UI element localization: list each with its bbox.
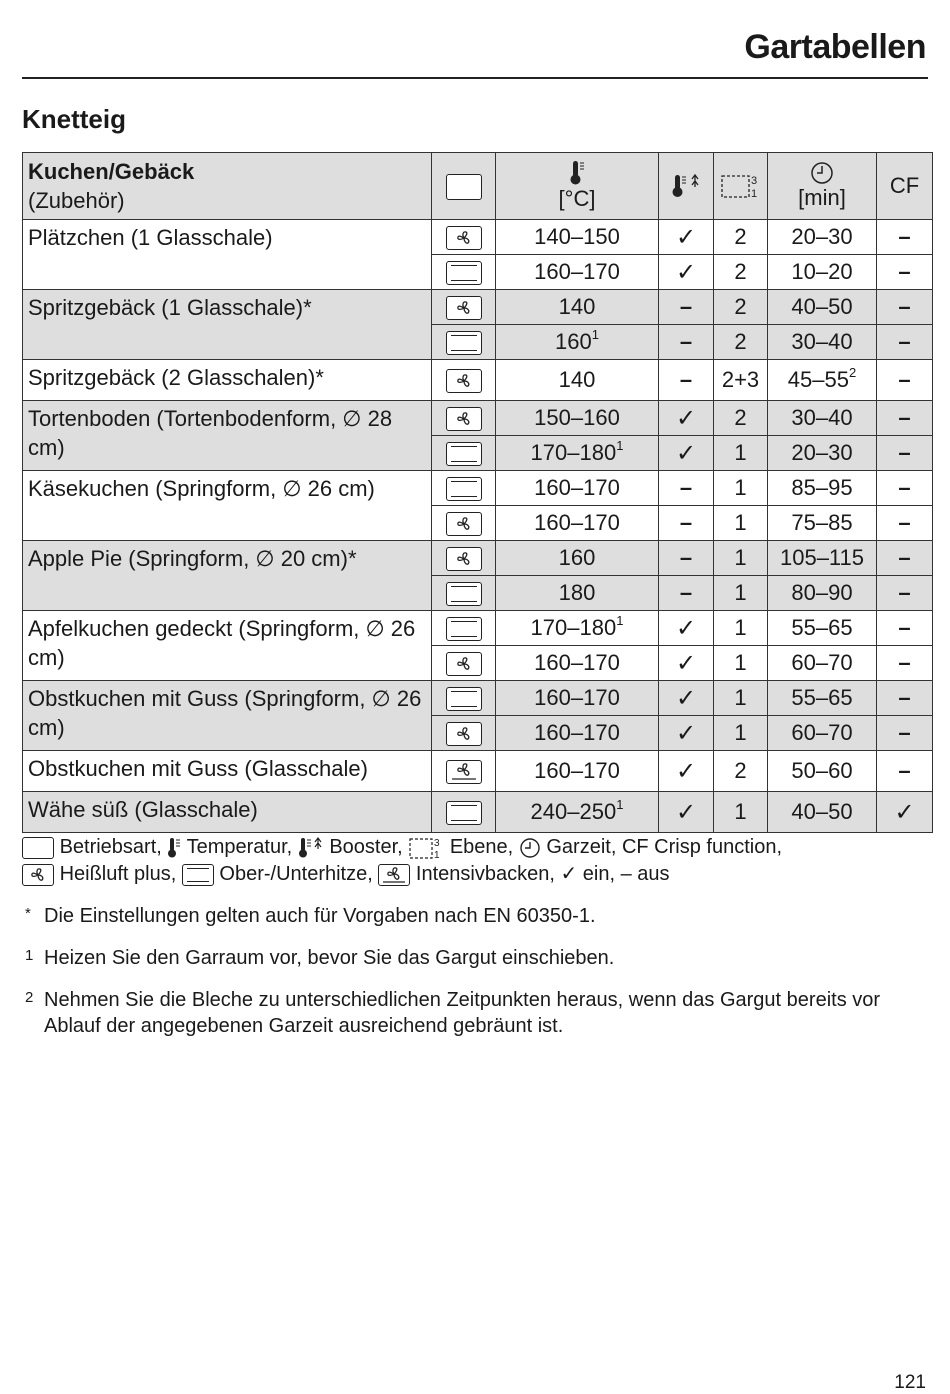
- temperature-cell: [496, 506, 659, 541]
- level-cell: [714, 611, 768, 646]
- temperature-value: 140: [558, 294, 596, 319]
- cf-value: –: [898, 758, 911, 783]
- time-cell: [768, 471, 877, 506]
- fan-plus-icon: [446, 722, 482, 746]
- temperature-cell: [496, 792, 659, 833]
- level-cell: [714, 325, 768, 360]
- legend-time: Garzeit,: [546, 836, 617, 858]
- legend: [22, 834, 922, 888]
- booster-cell: [659, 576, 714, 611]
- level-cell: [714, 290, 768, 325]
- level-cell: [714, 401, 768, 436]
- svg-text:3: 3: [434, 837, 440, 849]
- legend-mode: Betriebsart,: [59, 836, 162, 858]
- level-value: 1: [734, 650, 747, 675]
- legend-booster: Booster,: [329, 836, 403, 858]
- header-temp-unit: [°C]: [558, 186, 596, 211]
- booster-value: ✓: [675, 614, 697, 642]
- clock-icon: [519, 837, 541, 859]
- temperature-value: 160–170: [534, 758, 620, 783]
- cf-value: –: [898, 367, 911, 392]
- cf-value: –: [898, 475, 911, 500]
- time-cell: [768, 506, 877, 541]
- time-cell: [768, 541, 877, 576]
- temperature-cell: [496, 716, 659, 751]
- level-cell: [714, 255, 768, 290]
- temperature-cell: [496, 255, 659, 290]
- booster-cell: [659, 716, 714, 751]
- top-bottom-heat-icon: [446, 687, 482, 711]
- top-bottom-heat-icon: [446, 442, 482, 466]
- cf-cell: [877, 611, 933, 646]
- mode-box-icon: [446, 174, 482, 200]
- mode-cell: [432, 611, 496, 646]
- cf-value: –: [898, 224, 911, 249]
- booster-value: –: [679, 367, 693, 392]
- svg-text:3: 3: [750, 175, 757, 187]
- top-bottom-heat-icon: [446, 617, 482, 641]
- time-value: 45–55: [787, 367, 849, 392]
- cf-cell: [877, 576, 933, 611]
- table-header-row: [23, 153, 933, 220]
- header-time-unit: [min]: [798, 185, 846, 210]
- temperature-value: 160–170: [534, 720, 620, 745]
- temperature-cell: [496, 290, 659, 325]
- cf-value: –: [898, 615, 911, 640]
- level-value: 2: [734, 329, 747, 354]
- level-cell: [714, 436, 768, 471]
- time-value: 60–70: [791, 720, 853, 745]
- mode-cell: [432, 646, 496, 681]
- footnote-text: Die Einstellungen gelten auch für Vorgaben nach EN 60350-1.: [44, 905, 596, 927]
- header-temperature: [496, 153, 659, 220]
- time-value: 60–70: [791, 650, 853, 675]
- time-value: 30–40: [791, 329, 853, 354]
- footnote-ref: 2: [848, 365, 857, 380]
- footnote-ref: 1: [616, 797, 624, 812]
- cf-value: –: [898, 650, 911, 675]
- cf-cell: [877, 255, 933, 290]
- time-value: 75–85: [791, 510, 853, 535]
- time-cell: [768, 360, 877, 401]
- fan-plus-icon: [446, 407, 482, 431]
- fan-plus-icon: [446, 512, 482, 536]
- cf-value: –: [898, 685, 911, 710]
- level-cell: [714, 576, 768, 611]
- temperature-cell: [496, 611, 659, 646]
- temperature-cell: [496, 360, 659, 401]
- booster-value: ✓: [675, 223, 697, 251]
- temperature-value: 160–170: [534, 259, 620, 284]
- footnote: [22, 903, 922, 929]
- footnote-marker: 2: [25, 989, 34, 1006]
- table-row: [23, 751, 933, 792]
- time-value: 50–60: [791, 758, 853, 783]
- time-value: 20–30: [791, 224, 853, 249]
- booster-cell: [659, 751, 714, 792]
- fan-plus-icon: [446, 652, 482, 676]
- footnote-marker: 1: [25, 947, 34, 964]
- title-divider: [22, 77, 928, 79]
- intensive-bake-icon: [378, 864, 410, 886]
- time-cell: [768, 255, 877, 290]
- dish-name: Apfelkuchen gedeckt (Springform, ∅ 26 cm): [23, 611, 432, 681]
- booster-cell: [659, 220, 714, 255]
- mode-cell: [432, 716, 496, 751]
- booster-cell: [659, 681, 714, 716]
- shelf-level-icon: [408, 836, 444, 860]
- time-cell: [768, 646, 877, 681]
- page-number: 121: [894, 1372, 926, 1393]
- booster-cell: [659, 792, 714, 833]
- mode-cell: [432, 471, 496, 506]
- level-value: 2: [734, 758, 747, 783]
- time-value: 20–30: [791, 440, 853, 465]
- clock-icon: [810, 161, 834, 185]
- temperature-cell: [496, 646, 659, 681]
- temperature-value: 140: [558, 367, 596, 392]
- mode-cell: [432, 576, 496, 611]
- cf-cell: [877, 646, 933, 681]
- cf-cell: [877, 401, 933, 436]
- cf-cell: [877, 220, 933, 255]
- cf-cell: [877, 325, 933, 360]
- thermometer-icon: [568, 160, 586, 186]
- dish-name: Spritzgebäck (1 Glasschale)*: [23, 290, 432, 360]
- mode-cell: [432, 541, 496, 576]
- booster-value: ✓: [675, 404, 697, 432]
- mode-cell: [432, 681, 496, 716]
- header-cf: [877, 153, 933, 220]
- footnote-ref: 1: [616, 438, 624, 453]
- page-title: Gartabellen: [744, 28, 926, 66]
- temperature-value: 140–150: [534, 224, 620, 249]
- legend-temperature: Temperatur,: [186, 836, 293, 858]
- legend-top-bottom: Ober-/Unterhitze,: [219, 863, 373, 885]
- booster-value: –: [679, 294, 693, 319]
- header-level: [714, 153, 768, 220]
- mode-cell: [432, 751, 496, 792]
- time-cell: [768, 401, 877, 436]
- level-value: 1: [734, 475, 747, 500]
- cf-cell: [877, 360, 933, 401]
- level-cell: [714, 360, 768, 401]
- dish-name: Obstkuchen mit Guss (Glasschale): [23, 751, 432, 792]
- legend-on-off: ✓ ein, – aus: [560, 863, 670, 885]
- mode-box-icon: [22, 837, 54, 859]
- time-cell: [768, 436, 877, 471]
- cf-cell: [877, 681, 933, 716]
- table-row: [23, 401, 933, 436]
- level-cell: [714, 646, 768, 681]
- table-row: [23, 681, 933, 716]
- footnote-marker: *: [25, 905, 31, 922]
- cf-cell: [877, 436, 933, 471]
- time-value: 30–40: [791, 405, 853, 430]
- svg-text:1: 1: [750, 188, 757, 200]
- level-value: 2+3: [721, 367, 760, 392]
- header-cf-label: CF: [889, 173, 920, 198]
- booster-cell: [659, 360, 714, 401]
- temperature-value: 160–170: [534, 685, 620, 710]
- dish-name: Spritzgebäck (2 Glasschalen)*: [23, 360, 432, 401]
- booster-cell: [659, 506, 714, 541]
- time-value: 85–95: [791, 475, 853, 500]
- top-bottom-heat-icon: [182, 864, 214, 886]
- mode-cell: [432, 360, 496, 401]
- booster-cell: [659, 471, 714, 506]
- cf-value: –: [898, 259, 911, 284]
- booster-cell: [659, 255, 714, 290]
- time-cell: [768, 751, 877, 792]
- table-row: [23, 290, 933, 325]
- table-row: [23, 360, 933, 401]
- time-value: 10–20: [791, 259, 853, 284]
- footnote: [22, 945, 922, 971]
- time-value: 55–65: [791, 615, 853, 640]
- time-cell: [768, 290, 877, 325]
- temperature-cell: [496, 751, 659, 792]
- footnote-text: Heizen Sie den Garraum vor, bevor Sie das Gargut einschieben.: [44, 947, 615, 969]
- level-cell: [714, 751, 768, 792]
- temperature-value: 160–170: [534, 510, 620, 535]
- top-bottom-heat-icon: [446, 261, 482, 285]
- booster-cell: [659, 436, 714, 471]
- footnote-ref: 1: [616, 613, 624, 628]
- mode-cell: [432, 290, 496, 325]
- mode-cell: [432, 220, 496, 255]
- temperature-cell: [496, 576, 659, 611]
- level-cell: [714, 220, 768, 255]
- booster-value: –: [679, 580, 693, 605]
- level-value: 1: [734, 510, 747, 535]
- cf-value: –: [898, 720, 911, 745]
- booster-value: ✓: [675, 719, 697, 747]
- footnote-text: Nehmen Sie die Bleche zu unterschiedlichen Zeitpunkten heraus, wenn das Gargut bereits vor Ablauf der angegebenen Garzeit ausreichend gebräunt ist.: [44, 989, 881, 1037]
- top-bottom-heat-icon: [446, 331, 482, 355]
- time-cell: [768, 325, 877, 360]
- cf-cell: [877, 506, 933, 541]
- level-value: 2: [734, 294, 747, 319]
- level-value: 1: [734, 799, 747, 824]
- dish-name: Plätzchen (1 Glasschale): [23, 220, 432, 290]
- time-value: 80–90: [791, 580, 853, 605]
- time-value: 105–115: [779, 545, 864, 570]
- temperature-cell: [496, 681, 659, 716]
- cf-value: –: [898, 329, 911, 354]
- header-cake: [23, 153, 432, 220]
- fan-plus-icon: [446, 296, 482, 320]
- time-cell: [768, 681, 877, 716]
- time-cell: [768, 716, 877, 751]
- temperature-value: 170–180: [530, 615, 617, 640]
- booster-value: ✓: [675, 439, 697, 467]
- level-value: 1: [734, 580, 747, 605]
- temperature-cell: [496, 471, 659, 506]
- booster-cell: [659, 401, 714, 436]
- mode-cell: [432, 506, 496, 541]
- mode-cell: [432, 792, 496, 833]
- cf-value: –: [898, 510, 911, 535]
- cf-cell: [877, 471, 933, 506]
- time-cell: [768, 220, 877, 255]
- temperature-cell: [496, 325, 659, 360]
- top-bottom-heat-icon: [446, 477, 482, 501]
- booster-icon: [671, 173, 701, 199]
- header-time: [768, 153, 877, 220]
- intensive-bake-icon: [446, 760, 482, 784]
- table-row: [23, 541, 933, 576]
- booster-value: –: [679, 545, 693, 570]
- legend-intensive: Intensivbacken,: [415, 863, 555, 885]
- thermometer-icon: [167, 837, 181, 859]
- table-row: [23, 792, 933, 833]
- cf-value: –: [898, 545, 911, 570]
- level-value: 1: [734, 615, 747, 640]
- svg-text:1: 1: [434, 849, 440, 860]
- level-value: 2: [734, 405, 747, 430]
- temperature-value: 160–170: [534, 650, 620, 675]
- top-bottom-heat-icon: [446, 582, 482, 606]
- booster-value: ✓: [675, 757, 697, 785]
- top-bottom-heat-icon: [446, 801, 482, 825]
- dish-name: Tortenboden (Tortenbodenform, ∅ 28 cm): [23, 401, 432, 471]
- temperature-value: 170–180: [530, 440, 617, 465]
- temperature-value: 160–170: [534, 475, 620, 500]
- level-value: 2: [734, 259, 747, 284]
- dish-name: Wähe süß (Glasschale): [23, 792, 432, 833]
- time-value: 40–50: [791, 799, 853, 824]
- temperature-value: 150–160: [534, 405, 620, 430]
- dish-name: Apple Pie (Springform, ∅ 20 cm)*: [23, 541, 432, 611]
- booster-cell: [659, 646, 714, 681]
- cf-value: –: [898, 580, 911, 605]
- booster-value: ✓: [675, 798, 697, 826]
- level-cell: [714, 792, 768, 833]
- level-cell: [714, 716, 768, 751]
- level-value: 2: [734, 224, 747, 249]
- time-cell: [768, 611, 877, 646]
- cooking-table: [22, 152, 933, 833]
- cf-value: –: [898, 294, 911, 319]
- table-row: [23, 611, 933, 646]
- fan-plus-icon: [446, 226, 482, 250]
- time-cell: [768, 792, 877, 833]
- level-value: 1: [734, 440, 747, 465]
- booster-value: –: [679, 510, 693, 535]
- cf-cell: [877, 541, 933, 576]
- booster-cell: [659, 290, 714, 325]
- level-value: 1: [734, 720, 747, 745]
- mode-cell: [432, 436, 496, 471]
- time-value: 40–50: [791, 294, 853, 319]
- footnote-ref: 1: [591, 327, 599, 342]
- temperature-cell: [496, 220, 659, 255]
- temperature-value: 160: [558, 545, 596, 570]
- shelf-level-icon: [720, 172, 762, 200]
- header-accessory-label: (Zubehör): [28, 188, 125, 213]
- level-cell: [714, 471, 768, 506]
- section-title: Knetteig: [22, 104, 126, 134]
- booster-value: –: [679, 329, 693, 354]
- temperature-cell: [496, 401, 659, 436]
- booster-cell: [659, 325, 714, 360]
- booster-cell: [659, 541, 714, 576]
- table-row: [23, 471, 933, 506]
- time-value: 55–65: [791, 685, 853, 710]
- temperature-value: 160: [555, 329, 592, 354]
- level-value: 1: [734, 685, 747, 710]
- footnotes: [22, 903, 922, 1055]
- temperature-cell: [496, 541, 659, 576]
- booster-icon: [298, 837, 324, 859]
- mode-cell: [432, 325, 496, 360]
- legend-level: Ebene,: [449, 836, 514, 858]
- mode-cell: [432, 255, 496, 290]
- booster-cell: [659, 611, 714, 646]
- fan-plus-icon: [22, 864, 54, 886]
- cf-cell: [877, 792, 933, 833]
- cf-value: –: [898, 440, 911, 465]
- level-cell: [714, 541, 768, 576]
- cf-cell: [877, 751, 933, 792]
- fan-plus-icon: [446, 547, 482, 571]
- booster-value: ✓: [675, 649, 697, 677]
- cf-value: ✓: [894, 798, 915, 826]
- temperature-value: 180: [558, 580, 596, 605]
- header-mode: [432, 153, 496, 220]
- time-cell: [768, 576, 877, 611]
- booster-value: ✓: [675, 258, 697, 286]
- fan-plus-icon: [446, 369, 482, 393]
- header-booster: [659, 153, 714, 220]
- table-row: [23, 220, 933, 255]
- dish-name: Käsekuchen (Springform, ∅ 26 cm): [23, 471, 432, 541]
- cf-cell: [877, 716, 933, 751]
- level-cell: [714, 506, 768, 541]
- cf-value: –: [898, 405, 911, 430]
- mode-cell: [432, 401, 496, 436]
- level-cell: [714, 681, 768, 716]
- cf-cell: [877, 290, 933, 325]
- header-cake-label: Kuchen/Gebäck: [28, 159, 195, 184]
- temperature-value: 240–250: [530, 799, 617, 824]
- footnote: [22, 987, 922, 1039]
- temperature-cell: [496, 436, 659, 471]
- dish-name: Obstkuchen mit Guss (Springform, ∅ 26 cm): [23, 681, 432, 751]
- legend-fan: Heißluft plus,: [59, 863, 177, 885]
- booster-value: –: [679, 475, 693, 500]
- legend-cf: CF Crisp function,: [621, 836, 783, 858]
- level-value: 1: [734, 545, 747, 570]
- booster-value: ✓: [675, 684, 697, 712]
